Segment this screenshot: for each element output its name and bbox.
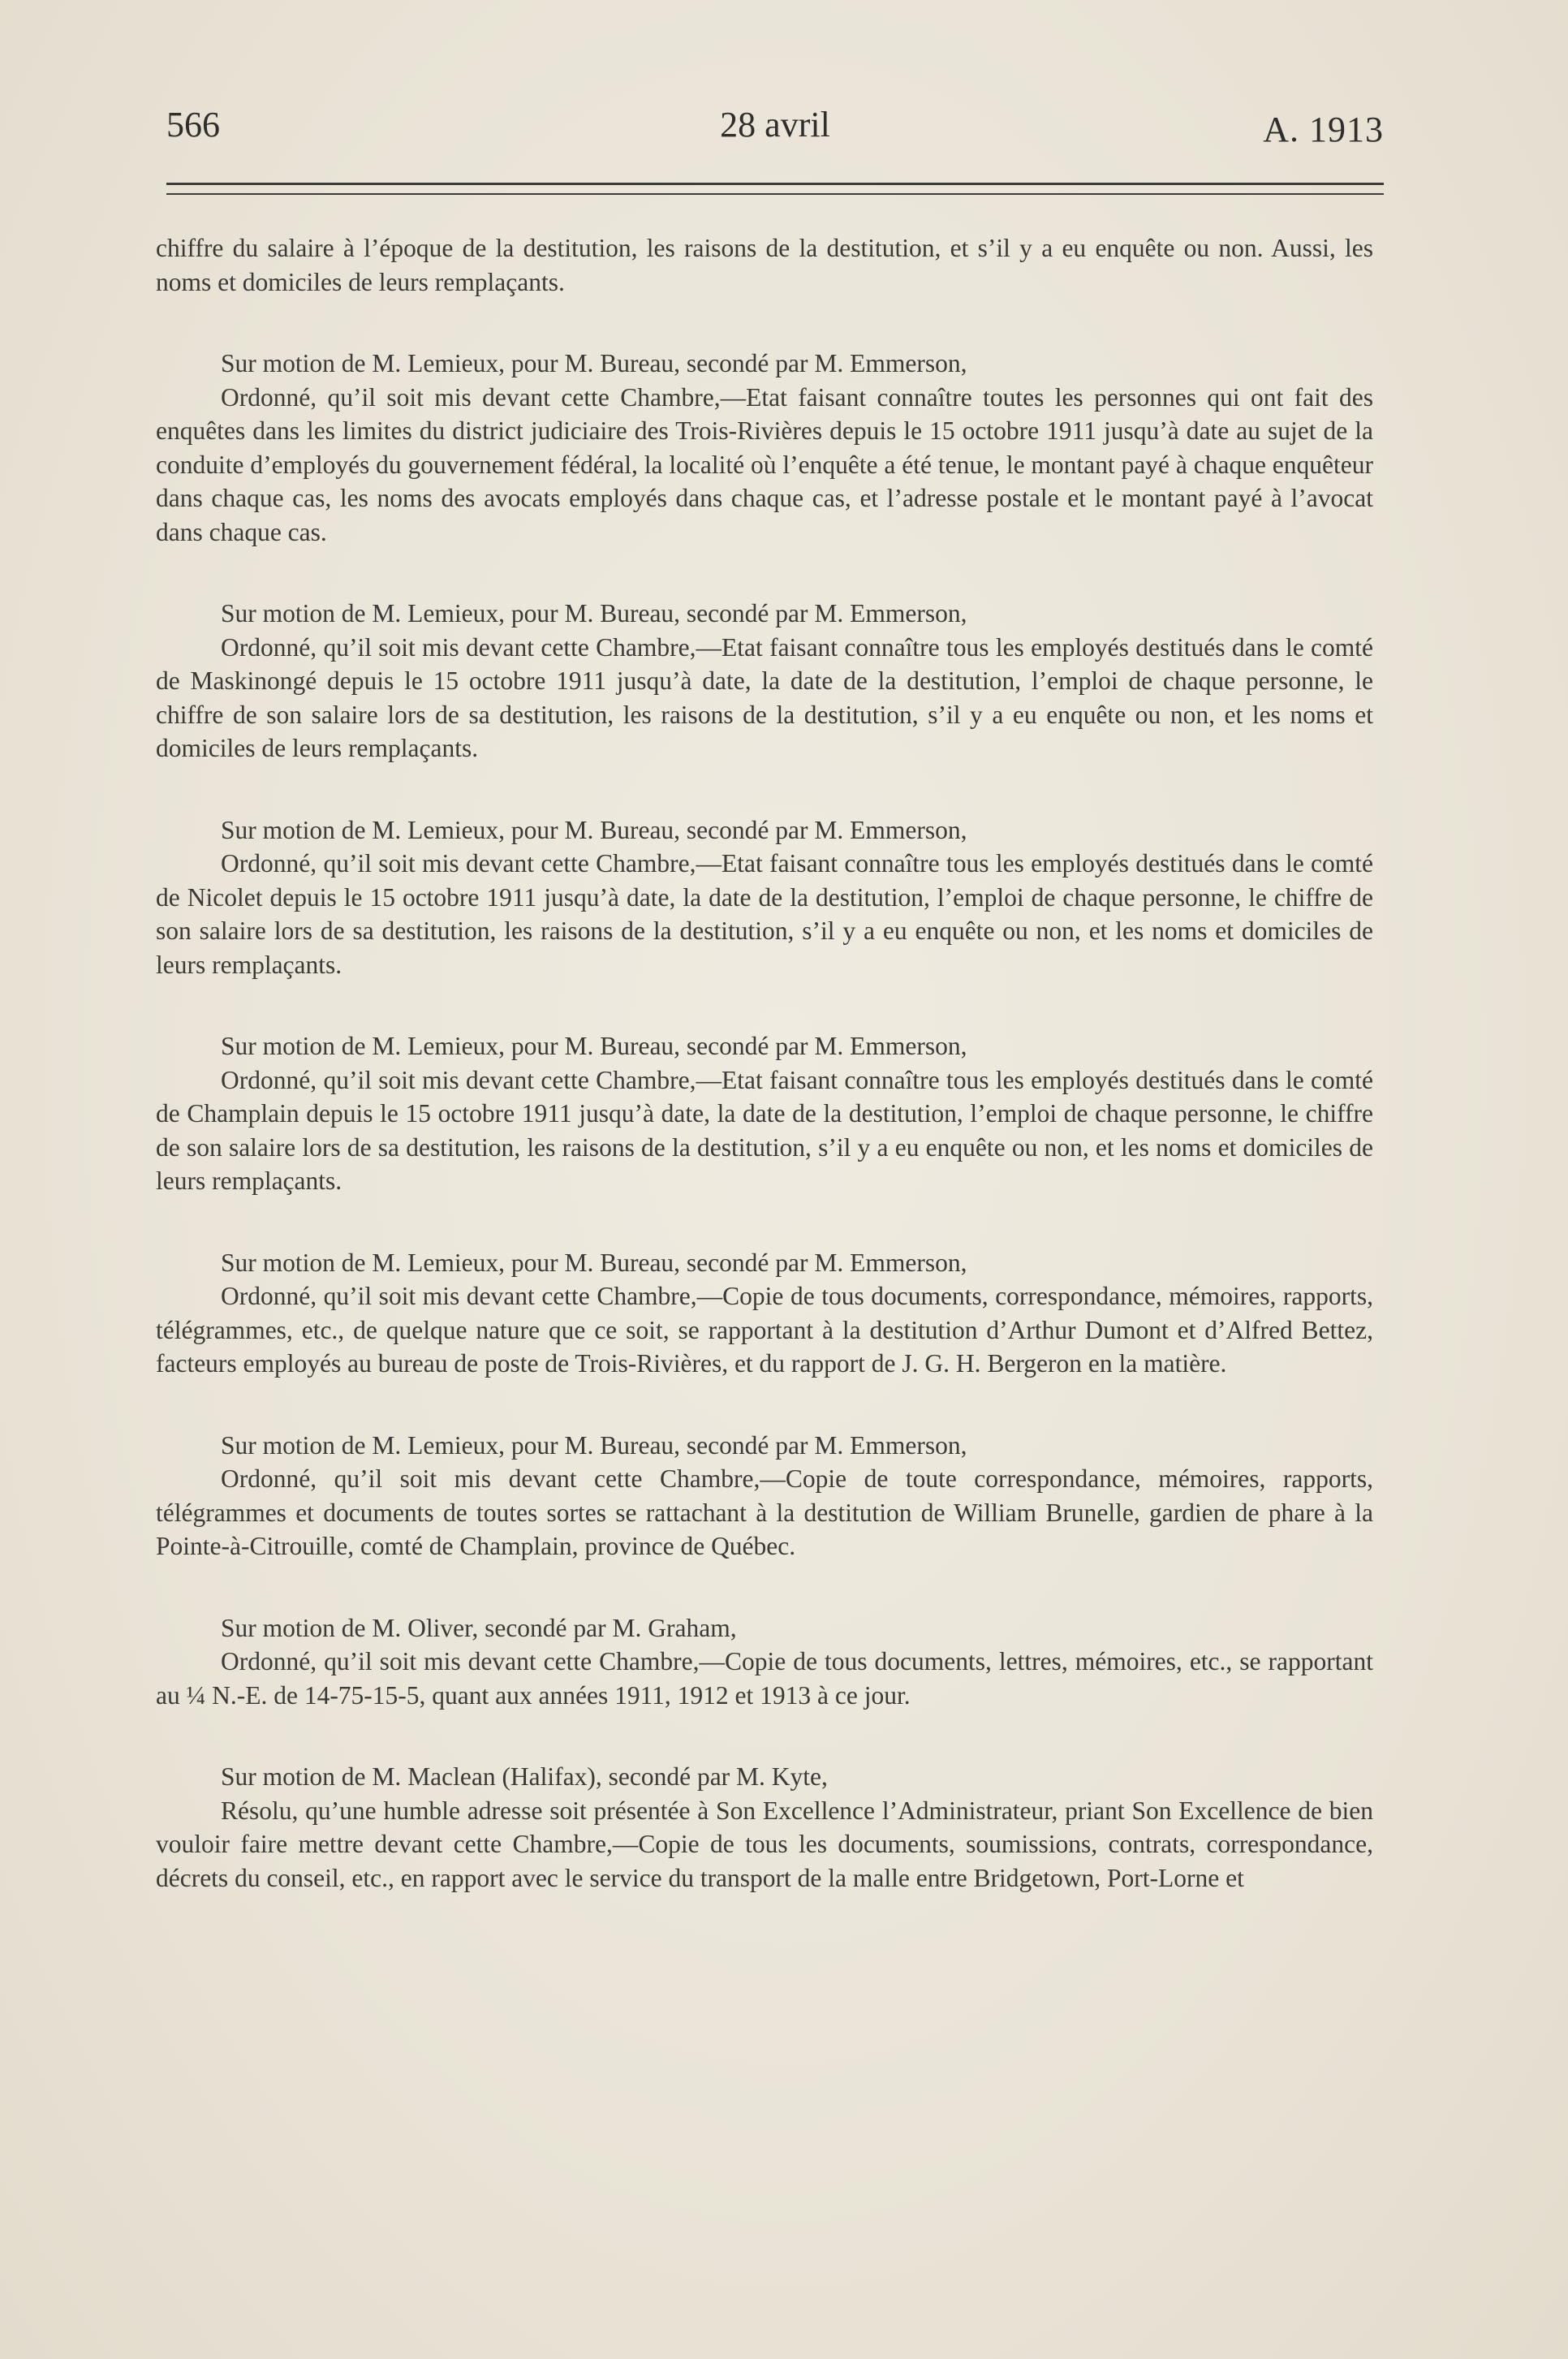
order-paragraph: Ordonné, qu’il soit mis devant cette Chambre,—Etat faisant connaître tous les employés destitués dans le comté de Nicolet depuis le 15 octobre 1911 jusqu’à date, la date de la destitution, l’emploi de chaque personne, le chiffre de son salaire lors de sa destitution, les raisons de la destitution, s’il y a eu enquête ou non, et les noms et domiciles de leurs remplaçants. bbox=[156, 849, 1373, 979]
motion-entry bbox=[156, 347, 1373, 549]
motion-line: Sur motion de M. Lemieux, pour M. Bureau, secondé par M. Emmerson, bbox=[221, 1248, 967, 1277]
order-paragraph: Ordonné, qu’il soit mis devant cette Chambre,—Etat faisant connaître tous les employés destitués dans le comté de Maskinongé depuis le 15 octobre 1911 jusqu’à date, la date de la destitution, l’emploi de chaque personne, le chiffre de son salaire lors de sa destitution, les raisons de la destitution, s’il y a eu enquête ou non, et les noms et domiciles de leurs remplaçants. bbox=[156, 632, 1373, 762]
motion-line: Sur motion de M. Oliver, secondé par M. Graham, bbox=[221, 1613, 737, 1642]
order-paragraph: Ordonné, qu’il soit mis devant cette Chambre,—Copie de toute correspondance, mémoires, rapports, télégrammes et documents de toutes sortes se rattachant à la destitution de William Brunelle, gardien de phare à la Pointe-à-Citrouille, comté de Champlain, province de Québec. bbox=[156, 1464, 1373, 1560]
running-head bbox=[166, 104, 1384, 153]
motion-entry bbox=[156, 1429, 1373, 1563]
order-paragraph: Ordonné, qu’il soit mis devant cette Chambre,—Copie de tous documents, lettres, mémoires, etc., se rapportant au ¼ N.-E. de 14-75-15-5, quant aux années 1911, 1912 et 1913 à ce jour. bbox=[156, 1647, 1373, 1710]
motion-entry bbox=[156, 1246, 1373, 1381]
motion-entry bbox=[156, 813, 1373, 982]
order-paragraph: Résolu, qu’une humble adresse soit présentée à Son Excellence l’Administrateur, priant Son Excellence de bien vouloir faire mettre devant cette Chambre,—Copie de tous les documents, soumissions, contrats, correspondance, décrets du conseil, etc., en rapport avec le service du transport de la malle entre Bridgetown, Port-Lorne et bbox=[156, 1796, 1373, 1892]
header-rule-top bbox=[166, 183, 1384, 185]
motion-line: Sur motion de M. Lemieux, pour M. Bureau, secondé par M. Emmerson, bbox=[221, 1430, 967, 1460]
motion-line: Sur motion de M. Lemieux, pour M. Bureau, secondé par M. Emmerson, bbox=[221, 815, 967, 844]
motion-entry bbox=[156, 1760, 1373, 1895]
motion-line: Sur motion de M. Maclean (Halifax), secondé par M. Kyte, bbox=[221, 1762, 828, 1791]
page-date: 28 avril bbox=[720, 105, 830, 144]
motion-line: Sur motion de M. Lemieux, pour M. Bureau, secondé par M. Emmerson, bbox=[221, 349, 967, 377]
order-paragraph: Ordonné, qu’il soit mis devant cette Chambre,—Etat faisant connaître toutes les personnes qui ont fait des enquêtes dans les limites du district judiciaire des Trois-Rivières depuis le 15 octobre 1911 jusqu’à date au sujet de la conduite d’employés du gouvernement fédéral, la localité où l’enquête a été tenue, le montant payé à chaque enquêteur dans chaque cas, les noms des avocats employés dans chaque cas, et l’adresse postale et le montant payé à l’avocat dans chaque cas. bbox=[156, 382, 1373, 546]
motion-entry bbox=[156, 597, 1373, 765]
continuation-paragraph: chiffre du salaire à l’époque de la destitution, les raisons de la destitution, et s’il y a eu enquête ou non. Aussi, les noms et domiciles de leurs remplaçants. bbox=[156, 234, 1373, 296]
header-rule-bottom bbox=[166, 193, 1384, 195]
order-paragraph: Ordonné, qu’il soit mis devant cette Chambre,—Etat faisant connaître tous les employés destitués dans le comté de Champlain depuis le 15 octobre 1911 jusqu’à date, la date de la destitution, l’emploi de chaque personne, le chiffre de son salaire lors de sa destitution, les raisons de la destitution, s’il y a eu enquête ou non, et les noms et domiciles de leurs remplaçants. bbox=[156, 1065, 1373, 1195]
motion-entry bbox=[156, 1029, 1373, 1198]
motion-line: Sur motion de M. Lemieux, pour M. Bureau, secondé par M. Emmerson, bbox=[221, 1032, 967, 1060]
page-body bbox=[156, 231, 1373, 1895]
motion-line: Sur motion de M. Lemieux, pour M. Bureau, secondé par M. Emmerson, bbox=[221, 599, 967, 627]
page-year: A. 1913 bbox=[1263, 110, 1384, 149]
motion-entry bbox=[156, 1611, 1373, 1713]
order-paragraph: Ordonné, qu’il soit mis devant cette Chambre,—Copie de tous documents, correspondance, mémoires, rapports, télégrammes, etc., de quelque nature que ce soit, se rapportant à la destitution d’Arthur Dumont et d’Alfred Bettez, facteurs employés au bureau de poste de Trois-Rivières, et du rapport de J. G. H. Bergeron en la matière. bbox=[156, 1282, 1373, 1378]
page-number: 566 bbox=[166, 105, 220, 144]
